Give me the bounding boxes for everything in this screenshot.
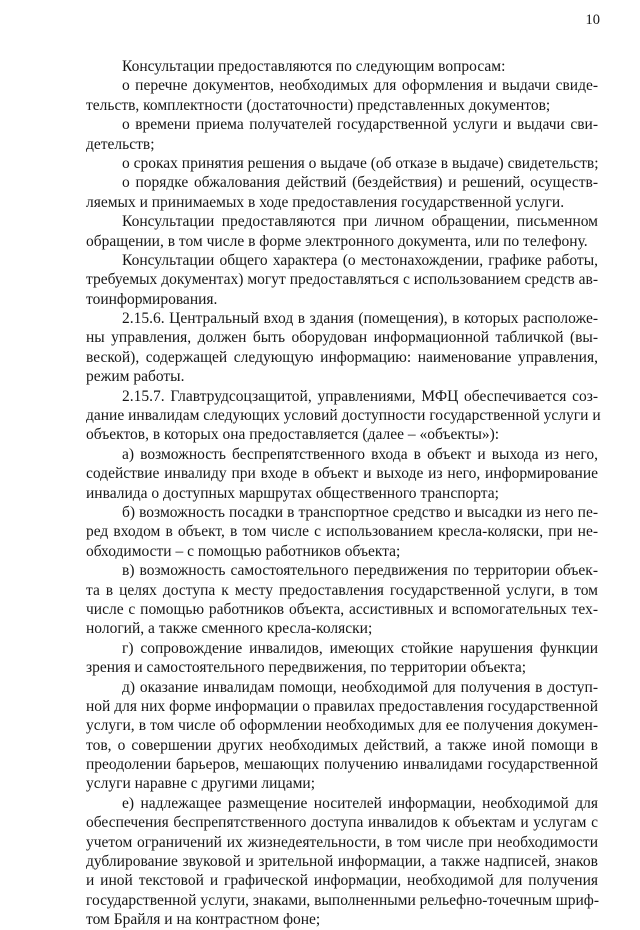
text-line: о времени приема получателей государственной услуги и выдачи сви- — [122, 116, 598, 134]
text-line: обходимости – с помощью работников объекта; — [86, 542, 401, 560]
text-line: в) возможность самостоятельного передвижения по территории объек- — [122, 562, 598, 580]
text-line: дублирование звуковой и зрительной информации, а также надписей, знаков — [86, 853, 598, 871]
text-line: зрения и самостоятельного передвижения, по территории объекта; — [86, 659, 527, 677]
text-line: д) оказание инвалидам помощи, необходимой для получения в доступ- — [122, 678, 598, 696]
text-line: режим работы. — [86, 368, 185, 386]
page-number: 10 — [585, 12, 600, 28]
text-line: числе с помощью работников объекта, ассистивных и вспомогательных тех- — [86, 600, 598, 618]
text-line: Консультации предоставляются по следующим вопросам: — [122, 58, 506, 75]
text-line: е) надлежащее размещение носителей информации, необходимой для — [122, 794, 598, 812]
text-line: обращении, в том числе в форме электронного документа, или по телефону. — [86, 232, 588, 250]
text-line: а) возможность беспрепятственного входа в объект и выхода из него, — [122, 445, 598, 463]
text-line: тов, о совершении других необходимых действий, а также иной помощи в — [86, 736, 598, 754]
text-line: 2.15.7. Главтрудсоцзащитой, управлениями, МФЦ обеспечивается соз- — [122, 387, 598, 405]
text-line: ред входом в объект, в том числе с использованием кресла-коляски, при не- — [86, 523, 598, 541]
text-line: ляемых и принимаемых в ходе предоставления государственной услуги. — [86, 193, 565, 211]
text-line: Консультации предоставляются при личном обращении, письменном — [122, 213, 598, 231]
text-line: том Брайля и на контрастном фоне; — [86, 911, 321, 929]
text-line: преодолении барьеров, мешающих получению инвалидами государственной — [86, 756, 598, 774]
text-line: ны управления, должен быть оборудован информационной табличкой (вы- — [86, 329, 598, 347]
text-line: та в целях доступа к месту предоставления государственной услуги, в том — [86, 581, 598, 599]
text-line: объектов, в которых она предоставляется (далее – «объекты»): — [86, 426, 500, 444]
text-line: тоинформирования. — [86, 290, 218, 308]
text-line: о перечне документов, необходимых для оформления и выдачи свиде- — [122, 77, 598, 95]
text-line: детельств; — [86, 135, 155, 153]
text-line: г) сопровождение инвалидов, имеющих стойкие нарушения функции — [122, 639, 598, 657]
text-line: содействие инвалиду при входе в объект и выходе из него, информирование — [86, 465, 598, 483]
text-line: 2.15.6. Центральный вход в здания (помещения), в которых расположе- — [122, 310, 598, 328]
text-line: б) возможность посадки в транспортное средство и высадки из него пе- — [122, 503, 598, 521]
text-line: государственной услуги, знаками, выполненными рельефно-точечным шриф- — [86, 891, 599, 909]
text-line: нологий, а также сменного кресла-коляски; — [86, 620, 373, 638]
body-text — [86, 57, 601, 930]
text-line: и иной текстовой и графической информации, необходимой для получения — [86, 872, 598, 890]
text-line: дание инвалидам следующих условий доступности государственной услуги и — [86, 407, 601, 425]
text-line: Консультации общего характера (о местонахождении, графике работы, — [122, 251, 598, 269]
text-line: обеспечения беспрепятственного доступа инвалидов к объектам и услугам с — [86, 814, 598, 832]
text-line: инвалида о доступных маршрутах общественного транспорта; — [86, 484, 499, 502]
text-line: учетом ограничений их жизнедеятельности, в том числе при необходимости — [86, 833, 598, 851]
text-line: веской), содержащей следующую информацию: наименование управления, — [86, 348, 598, 366]
text-line: о сроках принятия решения о выдаче (об отказе в выдаче) свидетельств; — [122, 154, 599, 172]
text-line: услуги наравне с другими лицами; — [86, 775, 315, 793]
text-line: ной для них форме информации о правилах предоставления государственной — [86, 697, 598, 715]
text-line: услуги, в том числе об оформлении необходимых для ее получения докумен- — [86, 717, 598, 735]
text-line: требуемых документах) могут предоставляться с использованием средств ав- — [86, 271, 598, 289]
text-line: тельств, комплектности (достаточности) представленных документов; — [86, 96, 551, 114]
text-line: о порядке обжалования действий (бездействия) и решений, осуществ- — [122, 174, 598, 192]
